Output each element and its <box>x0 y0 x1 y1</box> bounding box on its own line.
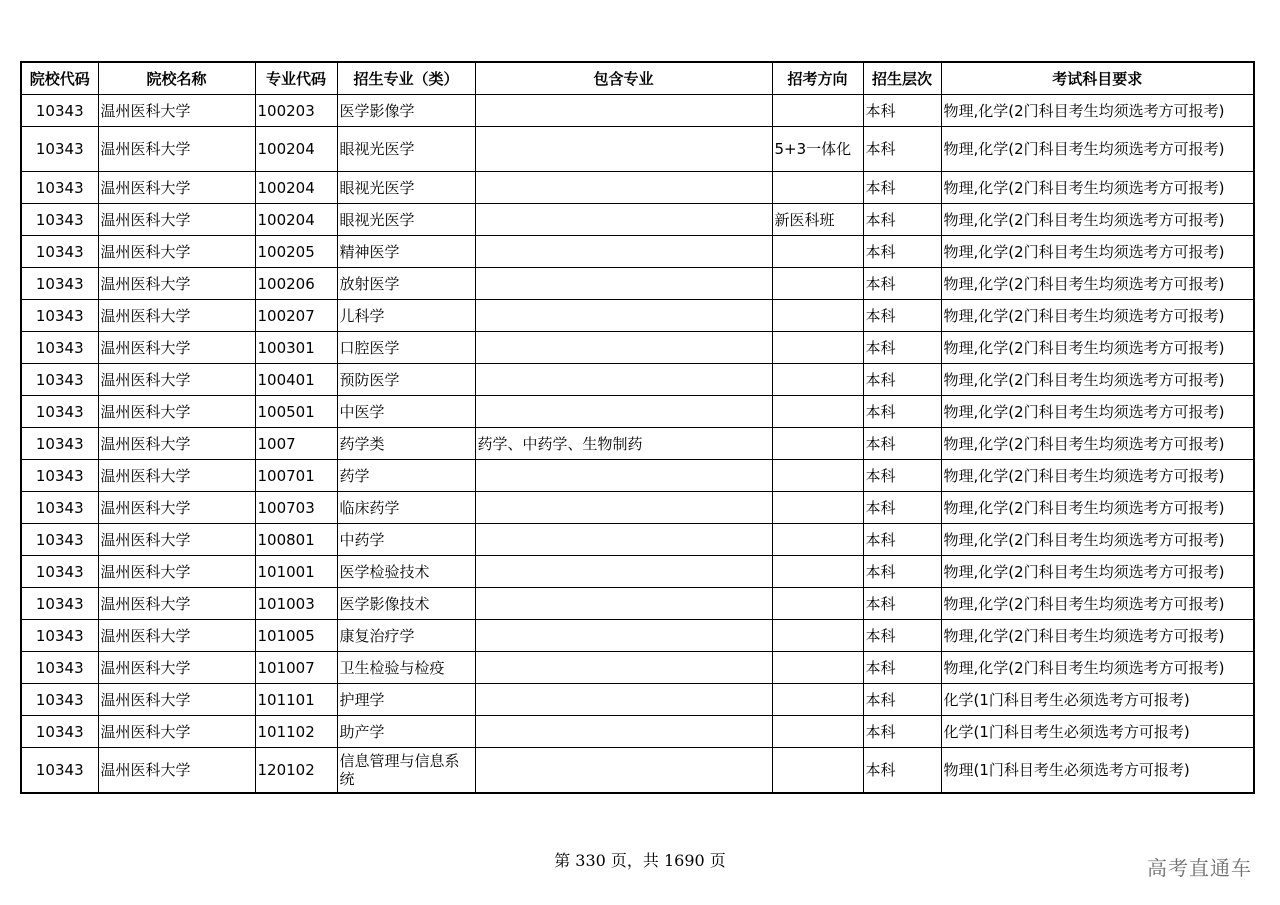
cell-major: 放射医学 <box>337 268 475 300</box>
cell-school-name: 温州医科大学 <box>98 492 255 524</box>
cell-included-majors <box>475 300 772 332</box>
header-major-code: 专业代码 <box>255 62 337 95</box>
cell-direction <box>772 492 863 524</box>
header-subject-requirements: 考试科目要求 <box>941 62 1254 95</box>
cell-school-name: 温州医科大学 <box>98 332 255 364</box>
cell-included-majors <box>475 556 772 588</box>
cell-major-code: 100501 <box>255 396 337 428</box>
cell-level: 本科 <box>863 236 941 268</box>
cell-school-name: 温州医科大学 <box>98 236 255 268</box>
cell-major-code: 100204 <box>255 127 337 172</box>
cell-major-code: 101005 <box>255 620 337 652</box>
cell-school-code: 10343 <box>21 524 98 556</box>
table-row <box>21 524 1254 556</box>
cell-subject-requirements: 物理,化学(2门科目考生均须选考方可报考) <box>941 524 1254 556</box>
table-row <box>21 588 1254 620</box>
cell-school-name: 温州医科大学 <box>98 396 255 428</box>
cell-major-code: 100203 <box>255 95 337 127</box>
cell-major: 中药学 <box>337 524 475 556</box>
cell-level: 本科 <box>863 95 941 127</box>
cell-subject-requirements: 物理,化学(2门科目考生均须选考方可报考) <box>941 332 1254 364</box>
cell-school-name: 温州医科大学 <box>98 95 255 127</box>
cell-major: 眼视光医学 <box>337 172 475 204</box>
table-row <box>21 428 1254 460</box>
cell-major: 助产学 <box>337 716 475 748</box>
cell-direction: 新医科班 <box>772 204 863 236</box>
cell-included-majors <box>475 684 772 716</box>
cell-level: 本科 <box>863 204 941 236</box>
cell-direction <box>772 748 863 794</box>
cell-major-code: 101007 <box>255 652 337 684</box>
cell-major-code: 100204 <box>255 172 337 204</box>
cell-level: 本科 <box>863 332 941 364</box>
cell-direction <box>772 588 863 620</box>
cell-subject-requirements: 物理,化学(2门科目考生均须选考方可报考) <box>941 492 1254 524</box>
header-school-code: 院校代码 <box>21 62 98 95</box>
cell-subject-requirements: 物理,化学(2门科目考生均须选考方可报考) <box>941 460 1254 492</box>
table-row <box>21 460 1254 492</box>
cell-major: 护理学 <box>337 684 475 716</box>
header-school-name: 院校名称 <box>98 62 255 95</box>
cell-major: 康复治疗学 <box>337 620 475 652</box>
cell-level: 本科 <box>863 684 941 716</box>
cell-subject-requirements: 化学(1门科目考生必须选考方可报考) <box>941 684 1254 716</box>
cell-direction <box>772 716 863 748</box>
cell-subject-requirements: 物理,化学(2门科目考生均须选考方可报考) <box>941 556 1254 588</box>
cell-major: 药学类 <box>337 428 475 460</box>
cell-included-majors <box>475 364 772 396</box>
cell-major-code: 100205 <box>255 236 337 268</box>
cell-level: 本科 <box>863 588 941 620</box>
cell-included-majors <box>475 716 772 748</box>
cell-direction <box>772 652 863 684</box>
table-row <box>21 748 1254 794</box>
cell-major: 药学 <box>337 460 475 492</box>
cell-school-code: 10343 <box>21 300 98 332</box>
table-row <box>21 95 1254 127</box>
cell-included-majors <box>475 332 772 364</box>
cell-major: 临床药学 <box>337 492 475 524</box>
cell-school-code: 10343 <box>21 268 98 300</box>
cell-major: 儿科学 <box>337 300 475 332</box>
cell-school-name: 温州医科大学 <box>98 127 255 172</box>
cell-subject-requirements: 物理,化学(2门科目考生均须选考方可报考) <box>941 652 1254 684</box>
cell-direction <box>772 268 863 300</box>
cell-level: 本科 <box>863 492 941 524</box>
cell-major: 卫生检验与检疫 <box>337 652 475 684</box>
cell-subject-requirements: 物理,化学(2门科目考生均须选考方可报考) <box>941 204 1254 236</box>
cell-direction <box>772 620 863 652</box>
cell-direction <box>772 428 863 460</box>
cell-school-code: 10343 <box>21 556 98 588</box>
cell-school-code: 10343 <box>21 236 98 268</box>
table-row <box>21 716 1254 748</box>
table-row <box>21 556 1254 588</box>
table-row <box>21 268 1254 300</box>
table-row <box>21 236 1254 268</box>
cell-major-code: 100207 <box>255 300 337 332</box>
cell-level: 本科 <box>863 556 941 588</box>
cell-subject-requirements: 物理,化学(2门科目考生均须选考方可报考) <box>941 172 1254 204</box>
cell-included-majors <box>475 620 772 652</box>
cell-level: 本科 <box>863 652 941 684</box>
cell-school-code: 10343 <box>21 428 98 460</box>
table-row <box>21 620 1254 652</box>
cell-major-code: 1007 <box>255 428 337 460</box>
cell-school-name: 温州医科大学 <box>98 204 255 236</box>
cell-school-name: 温州医科大学 <box>98 748 255 794</box>
cell-school-code: 10343 <box>21 588 98 620</box>
cell-level: 本科 <box>863 460 941 492</box>
cell-level: 本科 <box>863 620 941 652</box>
table-row <box>21 492 1254 524</box>
cell-level: 本科 <box>863 396 941 428</box>
cell-subject-requirements: 物理,化学(2门科目考生均须选考方可报考) <box>941 428 1254 460</box>
cell-level: 本科 <box>863 524 941 556</box>
header-major: 招生专业（类） <box>337 62 475 95</box>
cell-included-majors <box>475 204 772 236</box>
cell-subject-requirements: 物理,化学(2门科目考生均须选考方可报考) <box>941 588 1254 620</box>
cell-subject-requirements: 物理,化学(2门科目考生均须选考方可报考) <box>941 268 1254 300</box>
cell-major-code: 100801 <box>255 524 337 556</box>
cell-level: 本科 <box>863 127 941 172</box>
cell-major-code: 120102 <box>255 748 337 794</box>
cell-included-majors: 药学、中药学、生物制药 <box>475 428 772 460</box>
cell-school-name: 温州医科大学 <box>98 684 255 716</box>
table-row <box>21 684 1254 716</box>
cell-major-code: 100703 <box>255 492 337 524</box>
header-included-majors: 包含专业 <box>475 62 772 95</box>
cell-included-majors <box>475 492 772 524</box>
cell-school-code: 10343 <box>21 95 98 127</box>
cell-major-code: 100206 <box>255 268 337 300</box>
cell-school-name: 温州医科大学 <box>98 300 255 332</box>
cell-included-majors <box>475 652 772 684</box>
cell-major-code: 101003 <box>255 588 337 620</box>
cell-included-majors <box>475 748 772 794</box>
cell-direction <box>772 684 863 716</box>
cell-included-majors <box>475 588 772 620</box>
cell-major: 口腔医学 <box>337 332 475 364</box>
cell-direction <box>772 364 863 396</box>
cell-school-code: 10343 <box>21 652 98 684</box>
cell-major: 精神医学 <box>337 236 475 268</box>
admission-table <box>20 61 1255 794</box>
cell-major-code: 101001 <box>255 556 337 588</box>
cell-major: 眼视光医学 <box>337 127 475 172</box>
cell-major-code: 100701 <box>255 460 337 492</box>
cell-subject-requirements: 物理,化学(2门科目考生均须选考方可报考) <box>941 364 1254 396</box>
cell-school-code: 10343 <box>21 748 98 794</box>
cell-major: 医学影像技术 <box>337 588 475 620</box>
cell-school-code: 10343 <box>21 127 98 172</box>
cell-school-code: 10343 <box>21 492 98 524</box>
cell-direction <box>772 332 863 364</box>
table-row <box>21 127 1254 172</box>
cell-major-code: 100401 <box>255 364 337 396</box>
cell-school-code: 10343 <box>21 460 98 492</box>
cell-level: 本科 <box>863 364 941 396</box>
cell-school-name: 温州医科大学 <box>98 460 255 492</box>
cell-level: 本科 <box>863 268 941 300</box>
table-row <box>21 652 1254 684</box>
table-row <box>21 172 1254 204</box>
cell-included-majors <box>475 95 772 127</box>
cell-included-majors <box>475 127 772 172</box>
cell-subject-requirements: 物理,化学(2门科目考生均须选考方可报考) <box>941 127 1254 172</box>
cell-direction: 5+3一体化 <box>772 127 863 172</box>
cell-school-name: 温州医科大学 <box>98 556 255 588</box>
cell-school-code: 10343 <box>21 364 98 396</box>
cell-subject-requirements: 物理,化学(2门科目考生均须选考方可报考) <box>941 236 1254 268</box>
cell-major: 医学检验技术 <box>337 556 475 588</box>
cell-level: 本科 <box>863 172 941 204</box>
cell-school-code: 10343 <box>21 620 98 652</box>
cell-major-code: 100301 <box>255 332 337 364</box>
cell-subject-requirements: 化学(1门科目考生必须选考方可报考) <box>941 716 1254 748</box>
cell-included-majors <box>475 460 772 492</box>
cell-school-code: 10343 <box>21 332 98 364</box>
cell-included-majors <box>475 524 772 556</box>
cell-major: 信息管理与信息系统 <box>337 748 475 794</box>
header-level: 招生层次 <box>863 62 941 95</box>
cell-school-name: 温州医科大学 <box>98 268 255 300</box>
cell-subject-requirements: 物理,化学(2门科目考生均须选考方可报考) <box>941 396 1254 428</box>
cell-level: 本科 <box>863 748 941 794</box>
cell-major: 中医学 <box>337 396 475 428</box>
cell-subject-requirements: 物理(1门科目考生必须选考方可报考) <box>941 748 1254 794</box>
cell-direction <box>772 172 863 204</box>
cell-school-name: 温州医科大学 <box>98 428 255 460</box>
table-row <box>21 364 1254 396</box>
cell-subject-requirements: 物理,化学(2门科目考生均须选考方可报考) <box>941 300 1254 332</box>
cell-direction <box>772 95 863 127</box>
cell-level: 本科 <box>863 428 941 460</box>
cell-direction <box>772 524 863 556</box>
cell-major-code: 100204 <box>255 204 337 236</box>
page-number: 第 330 页，共 1690 页 <box>554 851 726 870</box>
header-direction: 招考方向 <box>772 62 863 95</box>
cell-school-name: 温州医科大学 <box>98 588 255 620</box>
table-row <box>21 396 1254 428</box>
cell-included-majors <box>475 172 772 204</box>
cell-direction <box>772 556 863 588</box>
cell-major: 眼视光医学 <box>337 204 475 236</box>
cell-school-code: 10343 <box>21 396 98 428</box>
cell-subject-requirements: 物理,化学(2门科目考生均须选考方可报考) <box>941 95 1254 127</box>
watermark-logo: 高考直通车 <box>1147 856 1252 880</box>
cell-subject-requirements: 物理,化学(2门科目考生均须选考方可报考) <box>941 620 1254 652</box>
cell-school-name: 温州医科大学 <box>98 524 255 556</box>
cell-school-name: 温州医科大学 <box>98 172 255 204</box>
table-row <box>21 300 1254 332</box>
cell-level: 本科 <box>863 716 941 748</box>
cell-included-majors <box>475 396 772 428</box>
cell-school-code: 10343 <box>21 716 98 748</box>
cell-school-name: 温州医科大学 <box>98 620 255 652</box>
cell-level: 本科 <box>863 300 941 332</box>
table-row <box>21 204 1254 236</box>
cell-direction <box>772 396 863 428</box>
table-row <box>21 332 1254 364</box>
cell-direction <box>772 460 863 492</box>
cell-school-name: 温州医科大学 <box>98 716 255 748</box>
cell-major: 预防医学 <box>337 364 475 396</box>
table-header-row <box>21 62 1254 95</box>
cell-direction <box>772 300 863 332</box>
cell-school-code: 10343 <box>21 172 98 204</box>
cell-major: 医学影像学 <box>337 95 475 127</box>
cell-included-majors <box>475 268 772 300</box>
cell-major-code: 101102 <box>255 716 337 748</box>
cell-school-name: 温州医科大学 <box>98 364 255 396</box>
cell-school-code: 10343 <box>21 204 98 236</box>
cell-direction <box>772 236 863 268</box>
cell-major-code: 101101 <box>255 684 337 716</box>
cell-included-majors <box>475 236 772 268</box>
cell-school-code: 10343 <box>21 684 98 716</box>
cell-school-name: 温州医科大学 <box>98 652 255 684</box>
